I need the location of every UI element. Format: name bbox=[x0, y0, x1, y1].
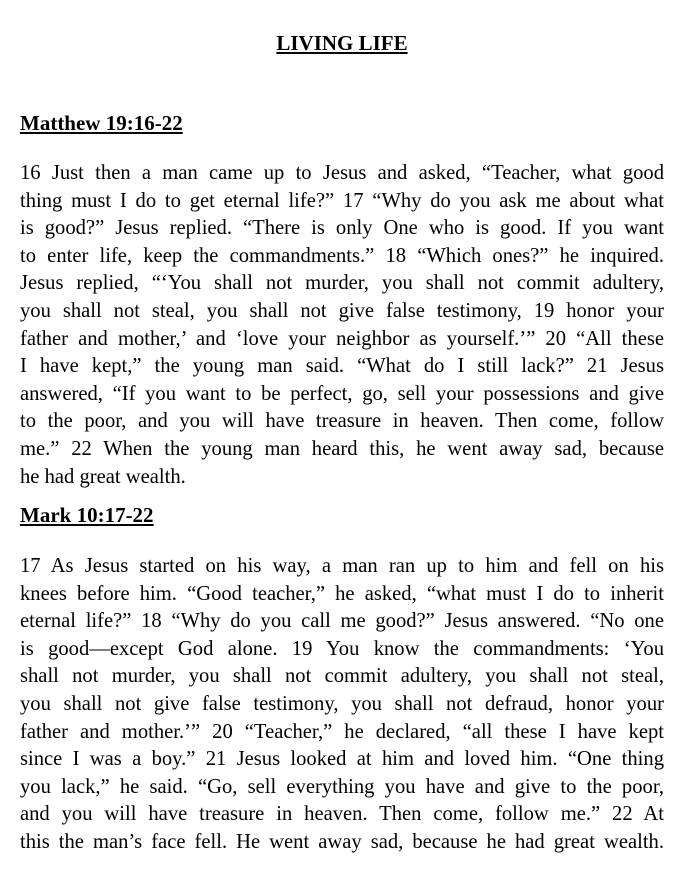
passage-line: he had great wealth. bbox=[20, 465, 186, 488]
passage-line: Jesus replied, “‘You shall not murder, you shall not commit adultery, bbox=[20, 272, 664, 295]
passage-line: 16 Just then a man came up to Jesus and asked, “Teacher, what good bbox=[20, 162, 664, 184]
passage-line: is good?” Jesus replied. “There is only One who is good. If you want bbox=[20, 217, 664, 240]
passage-line: you lack,” he said. “Go, sell everything you have and give to the poor, bbox=[20, 775, 664, 798]
document-title: LIVING LIFE bbox=[276, 31, 408, 55]
passage-line: to enter life, keep the commandments.” 18 “Which ones?” he inquired. bbox=[20, 244, 664, 267]
passage-line: this the man’s face fell. He went away sad, because he had great wealth. bbox=[20, 830, 664, 853]
passage-line: answered, “If you want to be perfect, go, sell your possessions and give bbox=[20, 382, 664, 405]
passage-line: me.” 22 When the young man heard this, he went away sad, because bbox=[20, 437, 664, 460]
passage-line: you shall not steal, you shall not give false testimony, 19 honor your bbox=[20, 299, 664, 322]
passage-line: shall not murder, you shall not commit adultery, you shall not steal, bbox=[20, 665, 664, 688]
passage-line: father and mother.’” 20 “Teacher,” he declared, “all these I have kept bbox=[20, 720, 664, 743]
passage-line: is good—except God alone. 19 You know the commandments: ‘You bbox=[20, 637, 664, 660]
passage-line: thing must I do to get eternal life?” 17 “Why do you ask me about what bbox=[20, 189, 664, 212]
passage-line: and you will have treasure in heaven. Then come, follow me.” 22 At bbox=[20, 803, 664, 826]
passage-matthew bbox=[20, 160, 664, 491]
passage-line: you shall not give false testimony, you shall not defraud, honor your bbox=[20, 692, 664, 715]
section-heading-matthew: Matthew 19:16-22 bbox=[20, 111, 183, 135]
passage-line: 17 As Jesus started on his way, a man ran up to him and fell on his bbox=[20, 555, 664, 577]
passage-line: since I was a boy.” 21 Jesus looked at him and loved him. “One thing bbox=[20, 748, 664, 771]
passage-line: knees before him. “Good teacher,” he asked, “what must I do to inherit bbox=[20, 582, 664, 605]
passage-line: eternal life?” 18 “Why do you call me good?” Jesus answered. “No one bbox=[20, 610, 664, 633]
passage-line: to the poor, and you will have treasure in heaven. Then come, follow bbox=[20, 410, 664, 433]
passage-line: I have kept,” the young man said. “What do I still lack?” 21 Jesus bbox=[20, 355, 664, 378]
passage-line: father and mother,’ and ‘love your neighbor as yourself.’” 20 “All these bbox=[20, 327, 664, 350]
passage-mark bbox=[20, 553, 664, 857]
section-heading-mark: Mark 10:17-22 bbox=[20, 503, 154, 527]
